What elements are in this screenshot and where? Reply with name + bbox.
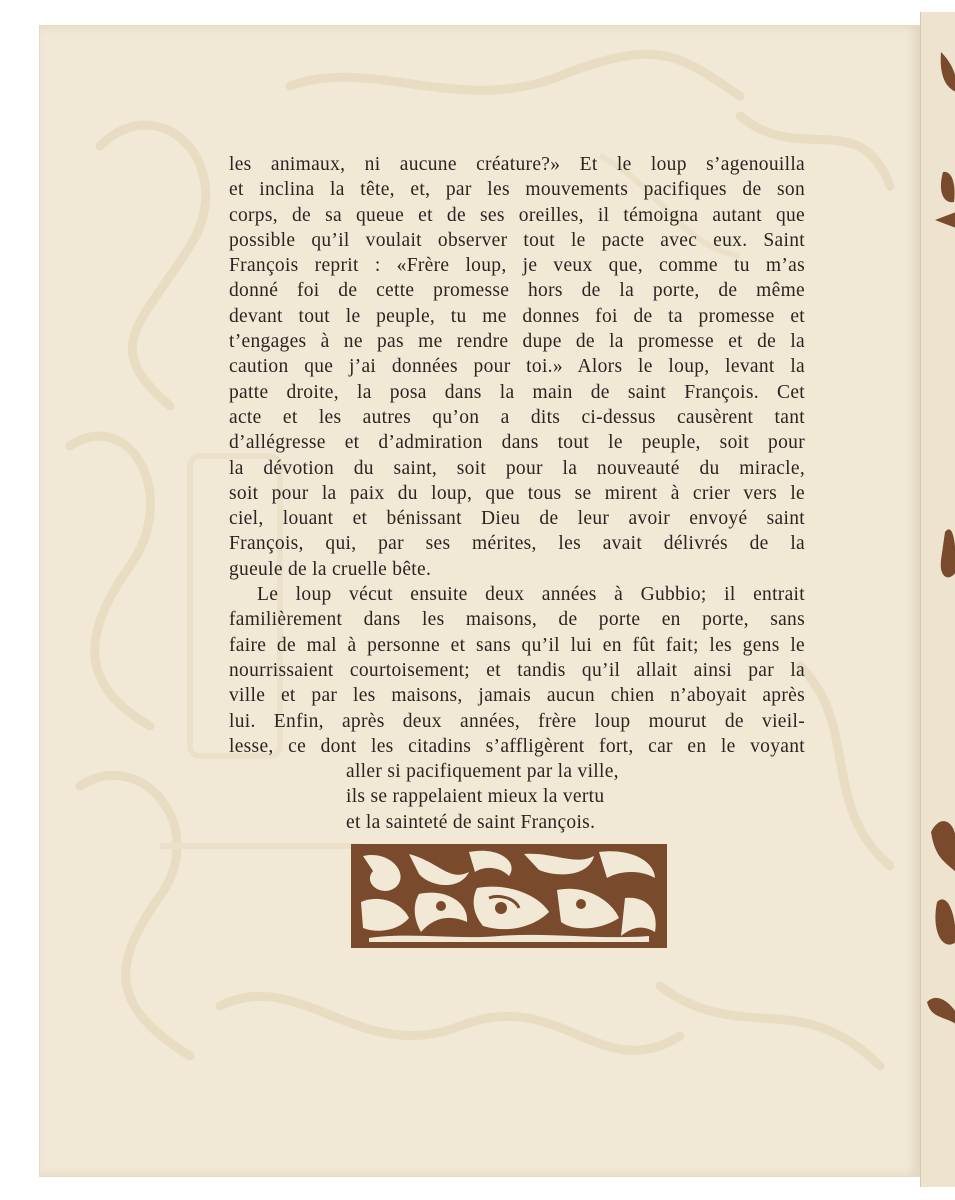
closing-line: et la sainteté de saint François. — [346, 811, 596, 833]
facing-page — [920, 12, 955, 1187]
text-line: François reprit : «Frère loup, je veux que, comme tu m’as — [229, 255, 805, 277]
text-line: François, qui, par ses mérites, les avait délivrés de la — [229, 533, 805, 555]
closing-line: ils se rappelaient mieux la vertu — [346, 786, 605, 808]
text-line: les animaux, ni aucune créature?» Et le loup s’agenouilla — [229, 154, 805, 175]
text-line: la dévotion du saint, soit pour la nouveauté du miracle, — [229, 457, 805, 479]
text-line: t’engages à ne pas me rendre dupe de la promesse et de la — [229, 331, 805, 353]
text-line: soit pour la paix du loup, que tous se mirent à crier vers le — [229, 482, 805, 504]
text-line: possible qu’il voulait observer tout le pacte avec eux. Saint — [229, 229, 805, 251]
text-line: acte et les autres qu’on a dits ci-dessus causèrent tant — [229, 406, 805, 428]
text-line: lesse, ce dont les citadins s’affligèrent fort, car en le voyant — [229, 735, 805, 757]
text-line: familièrement dans les maisons, de porte en porte, sans — [229, 609, 805, 631]
text-line: corps, de sa queue et de ses oreilles, il témoigna autant que — [229, 204, 805, 226]
text-line: faire de mal à personne et sans qu’il lui en fût fait; les gens le — [229, 634, 805, 656]
body-text — [229, 152, 805, 835]
closing-line: aller si pacifiquement par la ville, — [346, 761, 619, 783]
text-line: ville et par les maisons, jamais aucun chien n’aboyait après — [229, 685, 805, 707]
text-line: devant tout le peuple, tu me donnes foi de ta promesse et — [229, 305, 805, 327]
facing-page-woodcut — [921, 12, 955, 1187]
floral-vignette-woodcut — [349, 842, 669, 950]
text-line: ciel, louant et bénissant Dieu de leur avoir envoyé saint — [229, 508, 805, 530]
text-line: lui. Enfin, après deux années, frère loup mourut de vieil- — [229, 710, 805, 732]
text-line: patte droite, la posa dans la main de saint François. Cet — [229, 381, 805, 403]
text-line: et inclina la tête, et, par les mouvements pacifiques de son — [229, 179, 805, 201]
text-line: d’allégresse et d’admiration dans tout le peuple, soit pour — [229, 432, 805, 454]
book-page — [40, 26, 920, 1176]
text-line: Le loup vécut ensuite deux années à Gubbio; il entrait — [257, 584, 805, 606]
text-line: caution que j’ai données pour toi.» Alors le loup, levant la — [229, 356, 805, 378]
text-line: donné foi de cette promesse hors de la porte, de même — [229, 280, 805, 302]
text-line: gueule de la cruelle bête. — [229, 558, 432, 580]
text-line: nourrissaient courtoisement; et tandis qu’il allait ainsi par la — [229, 659, 805, 681]
